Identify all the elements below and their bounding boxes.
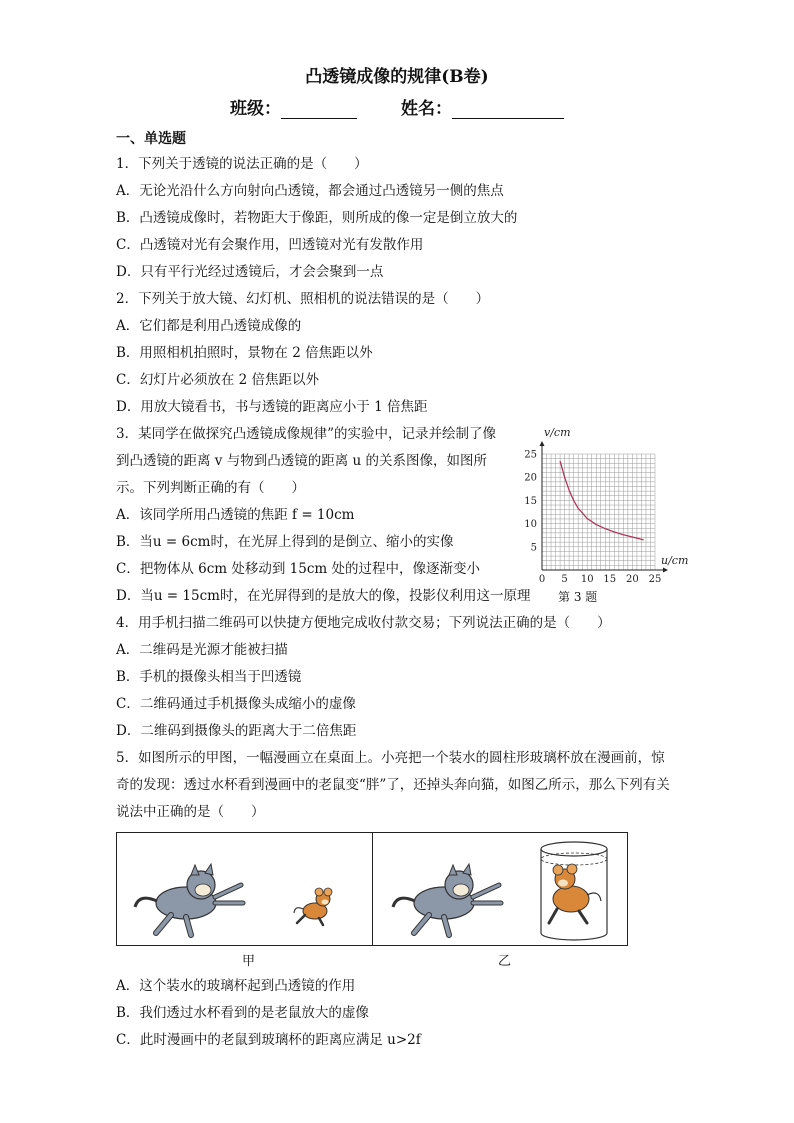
q1-option-c[interactable]: C．凸透镜对光有会聚作用，凹透镜对光有发散作用 xyxy=(116,237,424,253)
x-tick-label: 20 xyxy=(626,574,639,584)
q1-option-a[interactable]: A．无论光沿什么方向射向凸透镜，都会通过凸透镜另一侧的焦点 xyxy=(116,183,504,199)
y-tick-label: 25 xyxy=(524,449,537,461)
y-tick-label: 15 xyxy=(524,495,537,507)
q5-stem-line-3: 说法中正确的是（ ） xyxy=(116,804,265,820)
x-axis-arrow xyxy=(663,568,668,573)
y-axis-arrow xyxy=(540,441,545,446)
q4-option-d[interactable]: D．二维码到摄像头的距离大于二倍焦距 xyxy=(116,723,357,739)
q5-option-c[interactable]: C．此时漫画中的老鼠到玻璃杯的距离应满足 u>2f xyxy=(116,1032,421,1048)
q2-option-b[interactable]: B．用照相机拍照时，景物在 2 倍焦距以外 xyxy=(116,345,373,361)
x-tick-label: 15 xyxy=(603,574,617,584)
cat-illustration-right xyxy=(389,863,509,938)
q5-stem-line-2: 奇的发现：透过水杯看到漫画中的老鼠变“胖”了，还掉头奔向猫，如图乙所示，那么下列有关 xyxy=(116,777,670,793)
q3-option-a[interactable]: A．该同学所用凸透镜的焦距 f = 10cm xyxy=(116,507,355,523)
q1-option-b[interactable]: B．凸透镜成像时，若物距大于像距，则所成的像一定是倒立放大的 xyxy=(116,210,518,226)
section-heading: 一、单选题 xyxy=(116,131,186,147)
y-axis-label: v/cm xyxy=(544,426,571,439)
class-blank[interactable] xyxy=(281,100,357,119)
q2-option-d[interactable]: D．用放大镜看书，书与透镜的距离应小于 1 倍焦距 xyxy=(116,399,428,415)
y-tick-label: 10 xyxy=(524,519,537,531)
x-axis-label: u/cm xyxy=(661,554,689,567)
q5-figure xyxy=(116,832,628,946)
name-blank[interactable] xyxy=(452,100,564,119)
magnified-mouse-illustration xyxy=(549,864,601,923)
page-title: 凸透镜成像的规律(B卷) xyxy=(305,67,489,87)
cat-illustration-left xyxy=(131,863,251,938)
q5-option-a[interactable]: A．这个装水的玻璃杯起到凸透镜的作用 xyxy=(116,978,356,994)
y-tick-label: 5 xyxy=(530,542,537,554)
figure-label-yi: 乙 xyxy=(498,954,512,969)
name-label: 姓名： xyxy=(401,99,452,119)
q5-option-b[interactable]: B．我们透过水杯看到的是老鼠放大的虚像 xyxy=(116,1005,369,1021)
q2-stem: 2．下列关于放大镜、幻灯机、照相机的说法错误的是（ ） xyxy=(116,291,490,307)
q3-option-b[interactable]: B．当u = 6cm时，在光屏上得到的是倒立、缩小的实像 xyxy=(116,534,454,550)
q3-option-c[interactable]: C．把物体从 6cm 处移动到 15cm 处的过程中，像逐渐变小 xyxy=(116,561,480,577)
class-name-row xyxy=(0,94,794,119)
glass-cup-illustration xyxy=(537,839,611,943)
mouse-illustration-left xyxy=(293,885,341,927)
q4-option-a[interactable]: A．二维码是光源才能被扫描 xyxy=(116,642,288,658)
q5-stem-line-1: 5．如图所示的甲图，一幅漫画立在桌面上。小亮把一个装水的圆柱形玻璃杯放在漫画前，惊 xyxy=(116,750,665,766)
q3-stem-line-3: 示。下列判断正确的有（ ） xyxy=(116,480,305,496)
y-tick-label: 20 xyxy=(524,472,537,484)
x-tick-label: 5 xyxy=(561,574,568,584)
x-tick-label: 0 xyxy=(538,574,546,584)
q3-stem-line-1: 3．某同学在做探究凸透镜成像规律”的实验中，记录并绘制了像 xyxy=(116,426,496,442)
q3-stem-line-2: 到凸透镜的距离 v 与物到凸透镜的距离 u 的关系图像，如图所 xyxy=(116,453,487,469)
q3-option-d[interactable]: D．当u = 15cm时，在光屏得到的是放大的像，投影仪利用这一原理 xyxy=(116,588,531,604)
q1-stem: 1．下列关于透镜的说法正确的是（ ） xyxy=(116,156,368,172)
x-tick-label: 10 xyxy=(580,574,594,584)
q4-option-b[interactable]: B．手机的摄像头相当于凹透镜 xyxy=(116,669,302,685)
x-tick-label: 25 xyxy=(648,574,662,584)
q2-option-a[interactable]: A．它们都是利用凸透镜成像的 xyxy=(116,318,302,334)
q2-option-c[interactable]: C．幻灯片必须放在 2 倍焦距以外 xyxy=(116,372,320,388)
q1-option-d[interactable]: D．只有平行光经过透镜后，才会会聚到一点 xyxy=(116,264,384,280)
q4-option-c[interactable]: C．二维码通过手机摄像头成缩小的虚像 xyxy=(116,696,356,712)
q3-uv-graph xyxy=(510,424,695,584)
class-label: 班级： xyxy=(230,99,281,119)
q4-stem: 4．用手机扫描二维码可以快捷方便地完成收付款交易；下列说法正确的是（ ） xyxy=(116,615,611,631)
q3-figure-caption: 第 3 题 xyxy=(558,590,598,604)
figure-divider xyxy=(372,833,373,945)
figure-label-jia: 甲 xyxy=(242,954,256,969)
